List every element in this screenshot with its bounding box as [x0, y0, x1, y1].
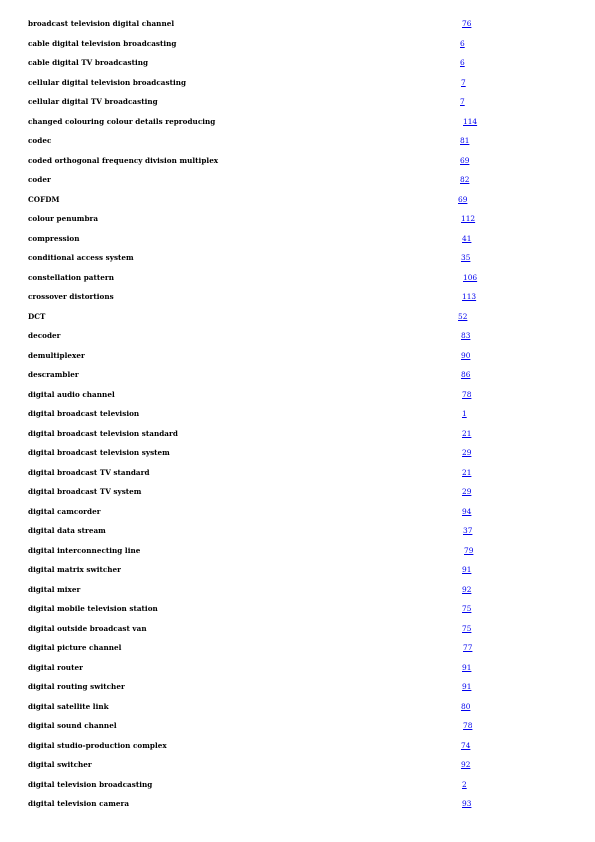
page-number-link[interactable]: 92	[462, 584, 472, 594]
page-number-link[interactable]: 90	[461, 350, 471, 360]
index-entry	[0, 288, 595, 308]
index-entry	[0, 483, 595, 503]
index-term: coder	[28, 175, 51, 184]
index-term: digital picture channel	[28, 643, 122, 652]
page-number-link[interactable]: 78	[463, 721, 473, 730]
index-term: digital data stream	[28, 526, 106, 535]
index-entry	[0, 522, 595, 542]
page-number-link[interactable]: 112	[461, 214, 476, 223]
page-number-link[interactable]: 77	[463, 643, 473, 652]
index-entry	[0, 366, 595, 386]
page-number-link[interactable]: 74	[461, 740, 471, 750]
index-term: constellation pattern	[28, 272, 114, 282]
index-term: digital sound channel	[28, 721, 117, 730]
index-term: digital studio-production complex	[28, 740, 167, 750]
page-number-link[interactable]: 91	[462, 662, 472, 672]
index-term: cellular digital TV broadcasting	[28, 97, 158, 106]
page-number-link[interactable]: 91	[462, 682, 472, 691]
page-number-link[interactable]: 35	[461, 253, 471, 262]
index-entry	[0, 444, 595, 464]
page-number-link[interactable]: 76	[462, 19, 472, 28]
index-entry	[0, 503, 595, 523]
index-entry	[0, 327, 595, 347]
page-number-link[interactable]: 113	[462, 292, 477, 301]
index-entry	[0, 74, 595, 94]
index-term: conditional access system	[28, 253, 134, 262]
index-entry	[0, 464, 595, 484]
page-number-link[interactable]: 6	[460, 58, 465, 67]
index-term: digital satellite link	[28, 701, 109, 711]
page-number-link[interactable]: 2	[462, 779, 467, 789]
index-entry	[0, 386, 595, 406]
index-term: decoder	[28, 331, 61, 340]
index-entry	[0, 425, 595, 445]
page-number-link[interactable]: 81	[460, 136, 470, 145]
index-term: digital mixer	[28, 584, 81, 594]
page-number-link[interactable]: 69	[460, 155, 470, 165]
page-number-link[interactable]: 37	[463, 526, 473, 535]
page-number-link[interactable]: 82	[460, 175, 470, 184]
index-term: descrambler	[28, 370, 79, 379]
page-number-link[interactable]: 6	[460, 38, 465, 48]
page-number-link[interactable]: 1	[462, 409, 467, 418]
index-term: digital interconnecting line	[28, 545, 141, 555]
page-number-link[interactable]: 21	[462, 428, 472, 438]
index-term: colour penumbra	[28, 214, 99, 223]
page-number-link[interactable]: 52	[458, 311, 468, 321]
index-term: digital broadcast television standard	[28, 428, 178, 438]
index-entry	[0, 405, 595, 425]
page-number-link[interactable]: 86	[461, 370, 471, 379]
index-entry	[0, 15, 595, 35]
index-entry	[0, 191, 595, 211]
index-entry	[0, 600, 595, 620]
page-number-link[interactable]: 94	[462, 506, 472, 516]
index-term: digital broadcast TV standard	[28, 467, 150, 477]
index-term: demultiplexer	[28, 350, 85, 360]
index-entry	[0, 347, 595, 367]
page-number-link[interactable]: 80	[461, 701, 471, 711]
index-term: crossover distortions	[28, 292, 114, 301]
index-term: changed colouring colour details reproducing	[28, 116, 216, 126]
page-number-link[interactable]: 7	[461, 77, 466, 87]
page-number-link[interactable]: 78	[462, 389, 472, 399]
index-term: DCT	[28, 311, 46, 321]
index-entry	[0, 171, 595, 191]
index-entry	[0, 308, 595, 328]
index-entry	[0, 717, 595, 737]
index-entry	[0, 561, 595, 581]
index-entry	[0, 210, 595, 230]
page-number-link[interactable]: 93	[462, 799, 472, 808]
index-term: digital outside broadcast van	[28, 623, 147, 633]
page-number-link[interactable]: 7	[460, 97, 465, 106]
index-entry	[0, 249, 595, 269]
index-entry	[0, 542, 595, 562]
index-term: digital television broadcasting	[28, 779, 153, 789]
index-term: digital broadcast television	[28, 409, 140, 418]
page-number-link[interactable]: 29	[462, 448, 472, 457]
index-entry	[0, 93, 595, 113]
page-number-link[interactable]: 91	[462, 565, 472, 574]
page-number-link[interactable]: 92	[461, 760, 471, 769]
index-entry	[0, 620, 595, 640]
index-entry	[0, 35, 595, 55]
index-term: compression	[28, 233, 80, 243]
index-entry	[0, 152, 595, 172]
index-term: cable digital television broadcasting	[28, 38, 177, 48]
index-term: digital matrix switcher	[28, 565, 122, 574]
index-term: digital broadcast TV system	[28, 487, 142, 496]
index-term: cable digital TV broadcasting	[28, 58, 149, 67]
index-entry	[0, 54, 595, 74]
index-entry	[0, 737, 595, 757]
index-term: digital audio channel	[28, 389, 115, 399]
index-term: broadcast television digital channel	[28, 19, 175, 28]
page-number-link[interactable]: 69	[458, 194, 468, 204]
index-entry	[0, 132, 595, 152]
page-number-link[interactable]: 114	[463, 116, 478, 126]
index-term: coded orthogonal frequency division multiplex	[28, 155, 219, 165]
index-list	[0, 15, 595, 815]
index-term: digital mobile television station	[28, 604, 158, 613]
index-term: codec	[28, 136, 52, 145]
index-entry	[0, 698, 595, 718]
index-term: digital router	[28, 662, 83, 672]
index-entry	[0, 756, 595, 776]
index-term: COFDM	[28, 194, 60, 204]
index-entry	[0, 659, 595, 679]
page-number-link[interactable]: 29	[462, 487, 472, 496]
index-term: digital routing switcher	[28, 682, 125, 691]
page-number-link[interactable]: 79	[464, 545, 474, 555]
index-entry	[0, 113, 595, 133]
page-number-link[interactable]: 106	[463, 272, 478, 282]
index-entry	[0, 678, 595, 698]
index-entry	[0, 776, 595, 796]
index-term: cellular digital television broadcasting	[28, 77, 187, 87]
index-entry	[0, 795, 595, 815]
page-number-link[interactable]: 83	[461, 331, 471, 340]
index-entry	[0, 581, 595, 601]
index-term: digital switcher	[28, 760, 92, 769]
page-number-link[interactable]: 75	[462, 623, 472, 633]
page-number-link[interactable]: 21	[462, 467, 472, 477]
index-term: digital broadcast television system	[28, 448, 170, 457]
index-entry	[0, 230, 595, 250]
page-number-link[interactable]: 41	[462, 233, 472, 243]
page-number-link[interactable]: 75	[462, 604, 472, 613]
index-entry	[0, 269, 595, 289]
index-entry	[0, 639, 595, 659]
index-term: digital camcorder	[28, 506, 101, 516]
index-term: digital television camera	[28, 799, 130, 808]
